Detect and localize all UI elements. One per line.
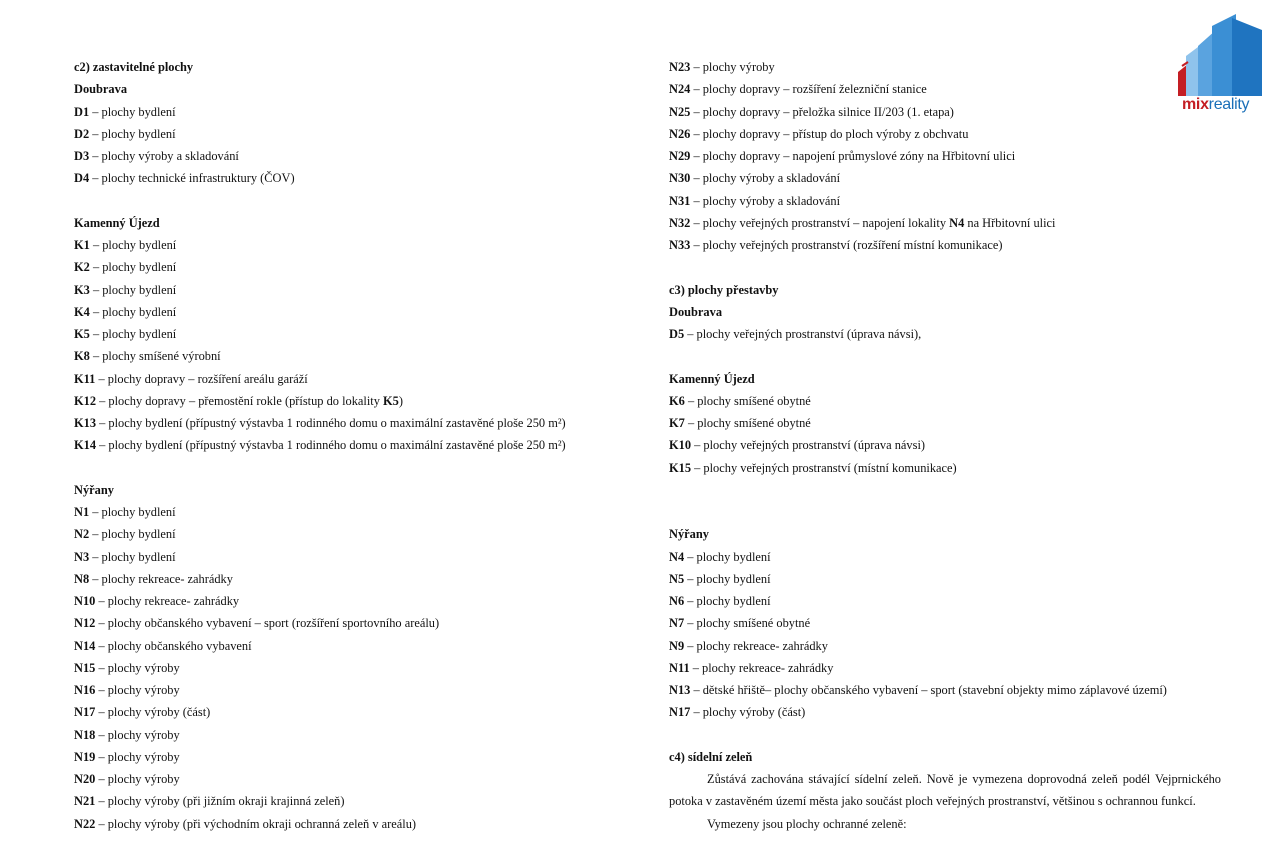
heading-text: c3) plochy přestavby xyxy=(669,282,779,297)
area-description: – plochy bydlení xyxy=(89,126,176,141)
right-column xyxy=(669,56,1221,835)
area-code: K3 xyxy=(74,282,90,297)
area-description: – plochy smíšené obytné xyxy=(684,393,811,408)
logo-text-reality: reality xyxy=(1208,96,1250,113)
list-item xyxy=(669,101,1221,123)
heading-text: Kamenný Újezd xyxy=(669,371,755,386)
area-description: – plochy rekreace- zahrádky xyxy=(89,571,233,586)
area-code: N10 xyxy=(74,594,96,608)
area-code: K4 xyxy=(74,304,90,319)
area-description: – plochy bydlení (přípustný výstavba 1 rodinného domu o maximální zastavěné ploše 250 m²) xyxy=(96,416,566,430)
area-description: – plochy bydlení xyxy=(89,327,177,341)
area-code: N14 xyxy=(74,638,96,653)
list-item xyxy=(74,145,634,167)
area-description: – plochy výroby xyxy=(95,660,180,675)
area-reference: N4 xyxy=(949,215,965,230)
area-description: – plochy občanského vybavení – sport (rozšíření sportovního areálu) xyxy=(95,616,440,631)
area-code: D2 xyxy=(74,126,90,141)
area-description: – plochy výroby a skladování xyxy=(690,171,841,186)
area-description: – dětské hřiště– plochy občanského vybavení – sport (stavební objekty mimo záplavové území) xyxy=(690,683,1167,697)
area-code: N6 xyxy=(669,594,685,608)
heading-text: c2) zastavitelné plochy xyxy=(74,60,194,74)
area-code: N1 xyxy=(74,505,90,519)
area-description: – plochy bydlení xyxy=(684,571,771,586)
area-code: D1 xyxy=(74,104,90,119)
list-item xyxy=(74,790,634,812)
area-code: N17 xyxy=(74,705,96,720)
area-code: K7 xyxy=(669,416,685,430)
area-description: – plochy bydlení xyxy=(684,594,771,608)
list-item xyxy=(669,701,1221,723)
list-item xyxy=(669,434,1221,456)
area-description: – plochy dopravy – rozšíření železniční stanice xyxy=(690,82,927,97)
area-code: N21 xyxy=(74,794,96,809)
area-code: K12 xyxy=(74,393,97,408)
area-description: – plochy bydlení xyxy=(89,238,177,252)
list-item xyxy=(74,501,634,523)
area-description: – plochy smíšené obytné xyxy=(684,616,811,631)
area-description: – plochy výroby (při jižním okraji krajinná zeleň) xyxy=(95,794,345,809)
area-code: N16 xyxy=(74,683,96,697)
area-description: – plochy dopravy – přeložka silnice II/203 (1. etapa) xyxy=(690,104,954,119)
area-description: – plochy výroby xyxy=(95,772,180,786)
list-item xyxy=(669,657,1221,679)
area-code: N9 xyxy=(669,638,685,653)
area-code: N26 xyxy=(669,126,691,141)
section-heading xyxy=(74,212,634,234)
area-code: N22 xyxy=(74,816,96,831)
list-item xyxy=(74,679,634,701)
area-code: N25 xyxy=(669,104,691,119)
area-description: – plochy bydlení xyxy=(89,549,176,564)
list-item xyxy=(669,679,1221,701)
section-heading xyxy=(669,746,1221,768)
list-item xyxy=(74,568,634,590)
area-description: – plochy výroby xyxy=(690,60,775,74)
list-item xyxy=(669,590,1221,612)
section-heading xyxy=(74,56,634,78)
area-code: N32 xyxy=(669,215,691,230)
list-item xyxy=(669,457,1221,479)
list-item xyxy=(669,234,1221,256)
list-item xyxy=(74,256,634,278)
area-description: – plochy rekreace- zahrádky xyxy=(689,660,834,675)
list-item xyxy=(74,167,634,189)
area-code: K14 xyxy=(74,438,97,453)
list-item xyxy=(74,523,634,545)
left-column xyxy=(74,56,634,835)
logo-block-4 xyxy=(1232,18,1262,96)
area-description: – plochy bydlení xyxy=(89,104,176,119)
area-description: – plochy výroby a skladování xyxy=(690,193,841,208)
area-description: – plochy výroby xyxy=(95,749,180,764)
list-item xyxy=(74,301,634,323)
paragraph-text: Vymezeny jsou plochy ochranné zeleně: xyxy=(707,816,907,831)
area-description: – plochy smíšené výrobní xyxy=(89,349,221,364)
list-item xyxy=(669,190,1221,212)
list-item xyxy=(74,412,634,434)
blank-line xyxy=(669,724,1221,746)
list-item xyxy=(74,813,634,835)
area-code: N23 xyxy=(669,60,691,74)
list-item xyxy=(74,101,634,123)
blank-line xyxy=(669,479,1221,501)
list-item xyxy=(669,123,1221,145)
list-item xyxy=(74,546,634,568)
blank-line xyxy=(669,345,1221,367)
area-code: N30 xyxy=(669,171,691,186)
area-description: – plochy občanského vybavení xyxy=(95,638,252,653)
area-code: N19 xyxy=(74,749,96,764)
area-description: – plochy výroby xyxy=(95,727,180,742)
blank-line xyxy=(669,501,1221,523)
area-description: – plochy dopravy – přístup do ploch výroby z obchvatu xyxy=(690,126,969,141)
area-code: N24 xyxy=(669,82,691,97)
list-item xyxy=(669,412,1221,434)
area-code: N4 xyxy=(669,549,685,564)
area-code: D4 xyxy=(74,171,90,186)
list-item xyxy=(74,323,634,345)
heading-text: Doubrava xyxy=(669,304,723,319)
area-code: N18 xyxy=(74,727,96,742)
area-code: K11 xyxy=(74,371,96,386)
list-item xyxy=(669,546,1221,568)
list-item xyxy=(669,56,1221,78)
paragraph xyxy=(669,768,1221,813)
list-item xyxy=(669,145,1221,167)
area-code: K1 xyxy=(74,238,90,252)
area-description: – plochy rekreace- zahrádky xyxy=(95,594,240,608)
list-item xyxy=(74,234,634,256)
area-code: N29 xyxy=(669,149,691,163)
area-description: – plochy dopravy – rozšíření areálu garáží xyxy=(95,371,308,386)
area-code: N12 xyxy=(74,616,96,631)
heading-text: Doubrava xyxy=(74,82,128,97)
list-item xyxy=(74,635,634,657)
area-code: N8 xyxy=(74,571,90,586)
area-description-tail: na Hřbitovní ulici xyxy=(964,215,1056,230)
area-code: N17 xyxy=(669,705,691,720)
area-description: – plochy dopravy – přemostění rokle (přístup do lokality xyxy=(96,393,384,408)
area-description: – plochy dopravy – napojení průmyslové zóny na Hřbitovní ulici xyxy=(690,149,1016,163)
list-item xyxy=(74,746,634,768)
list-item xyxy=(74,701,634,723)
area-description: – plochy veřejných prostranství – napojení lokality xyxy=(690,215,950,230)
list-item xyxy=(669,568,1221,590)
area-description: – plochy technické infrastruktury (ČOV) xyxy=(89,171,295,186)
list-item xyxy=(74,345,634,367)
area-code: K10 xyxy=(669,438,692,453)
blank-line xyxy=(669,256,1221,278)
area-description: – plochy bydlení (přípustný výstavba 1 rodinného domu o maximální zastavěné ploše 250 m²) xyxy=(96,438,566,453)
area-code: N33 xyxy=(669,238,691,252)
area-reference: K5 xyxy=(383,393,399,408)
area-code: N7 xyxy=(669,616,685,631)
list-item xyxy=(74,279,634,301)
paragraph-text: Zůstává zachována stávající sídelní zeleň. Nově je vymezena doprovodná zeleň podél Vejprnického potoka v zastavěném území města jako součást ploch veřejných prostranství, většinou s ochrannou funkcí. xyxy=(669,772,1221,809)
logo-text-mix: mix xyxy=(1182,96,1209,113)
area-code: K13 xyxy=(74,416,97,430)
area-code: N3 xyxy=(74,549,90,564)
list-item xyxy=(669,78,1221,100)
heading-text: Kamenný Újezd xyxy=(74,215,160,230)
list-item xyxy=(669,167,1221,189)
area-code: N20 xyxy=(74,772,96,786)
list-item xyxy=(74,368,634,390)
area-code: N15 xyxy=(74,660,96,675)
list-item xyxy=(74,768,634,790)
area-code: K8 xyxy=(74,349,90,364)
area-code: K15 xyxy=(669,460,692,475)
list-item xyxy=(74,434,634,456)
heading-text: Nýřany xyxy=(74,482,114,497)
area-code: D3 xyxy=(74,149,90,163)
area-description: – plochy veřejných prostranství (místní komunikace) xyxy=(691,460,957,475)
area-description: – plochy smíšené obytné xyxy=(684,416,811,430)
list-item xyxy=(74,612,634,634)
list-item xyxy=(669,390,1221,412)
area-description: – plochy výroby a skladování xyxy=(89,149,239,163)
section-heading xyxy=(669,279,1221,301)
area-description: – plochy bydlení xyxy=(89,260,177,275)
heading-text: Nýřany xyxy=(669,527,709,542)
list-item xyxy=(74,390,634,412)
area-description: – plochy výroby (při východním okraji ochranná zeleň v areálu) xyxy=(95,816,417,831)
section-heading xyxy=(669,301,1221,323)
area-description: – plochy výroby (část) xyxy=(95,705,211,720)
area-code: D5 xyxy=(669,327,685,341)
area-code: N31 xyxy=(669,193,691,208)
list-item xyxy=(669,212,1221,234)
section-heading xyxy=(669,523,1221,545)
area-description: – plochy výroby (část) xyxy=(690,705,806,720)
area-description: – plochy bydlení xyxy=(684,549,771,564)
area-description: – plochy bydlení xyxy=(89,527,176,542)
list-item xyxy=(669,612,1221,634)
section-heading xyxy=(74,78,634,100)
area-description: – plochy bydlení xyxy=(89,505,176,519)
area-description-tail: ) xyxy=(398,393,404,408)
list-item xyxy=(74,724,634,746)
area-code: K6 xyxy=(669,393,685,408)
section-heading xyxy=(669,368,1221,390)
section-heading xyxy=(74,479,634,501)
heading-text: c4) sídelní zeleň xyxy=(669,749,753,764)
blank-line xyxy=(74,190,634,212)
list-item xyxy=(74,123,634,145)
area-description: – plochy veřejných prostranství (rozšíření místní komunikace) xyxy=(690,238,1003,252)
blank-line xyxy=(74,457,634,479)
list-item xyxy=(74,657,634,679)
list-item xyxy=(669,635,1221,657)
area-description: – plochy veřejných prostranství (úprava návsi), xyxy=(684,327,922,341)
area-code: N5 xyxy=(669,571,685,586)
area-code: K5 xyxy=(74,327,90,341)
paragraph xyxy=(669,813,1221,835)
area-code: N13 xyxy=(669,683,691,697)
area-description: – plochy bydlení xyxy=(89,282,177,297)
area-description: – plochy bydlení xyxy=(89,304,177,319)
area-code: N2 xyxy=(74,527,90,542)
list-item xyxy=(74,590,634,612)
area-description: – plochy výroby xyxy=(95,683,180,697)
area-code: N11 xyxy=(669,660,690,675)
area-code: K2 xyxy=(74,260,90,275)
area-description: – plochy veřejných prostranství (úprava návsi) xyxy=(691,438,926,453)
area-description: – plochy rekreace- zahrádky xyxy=(684,638,828,653)
list-item xyxy=(669,323,1221,345)
